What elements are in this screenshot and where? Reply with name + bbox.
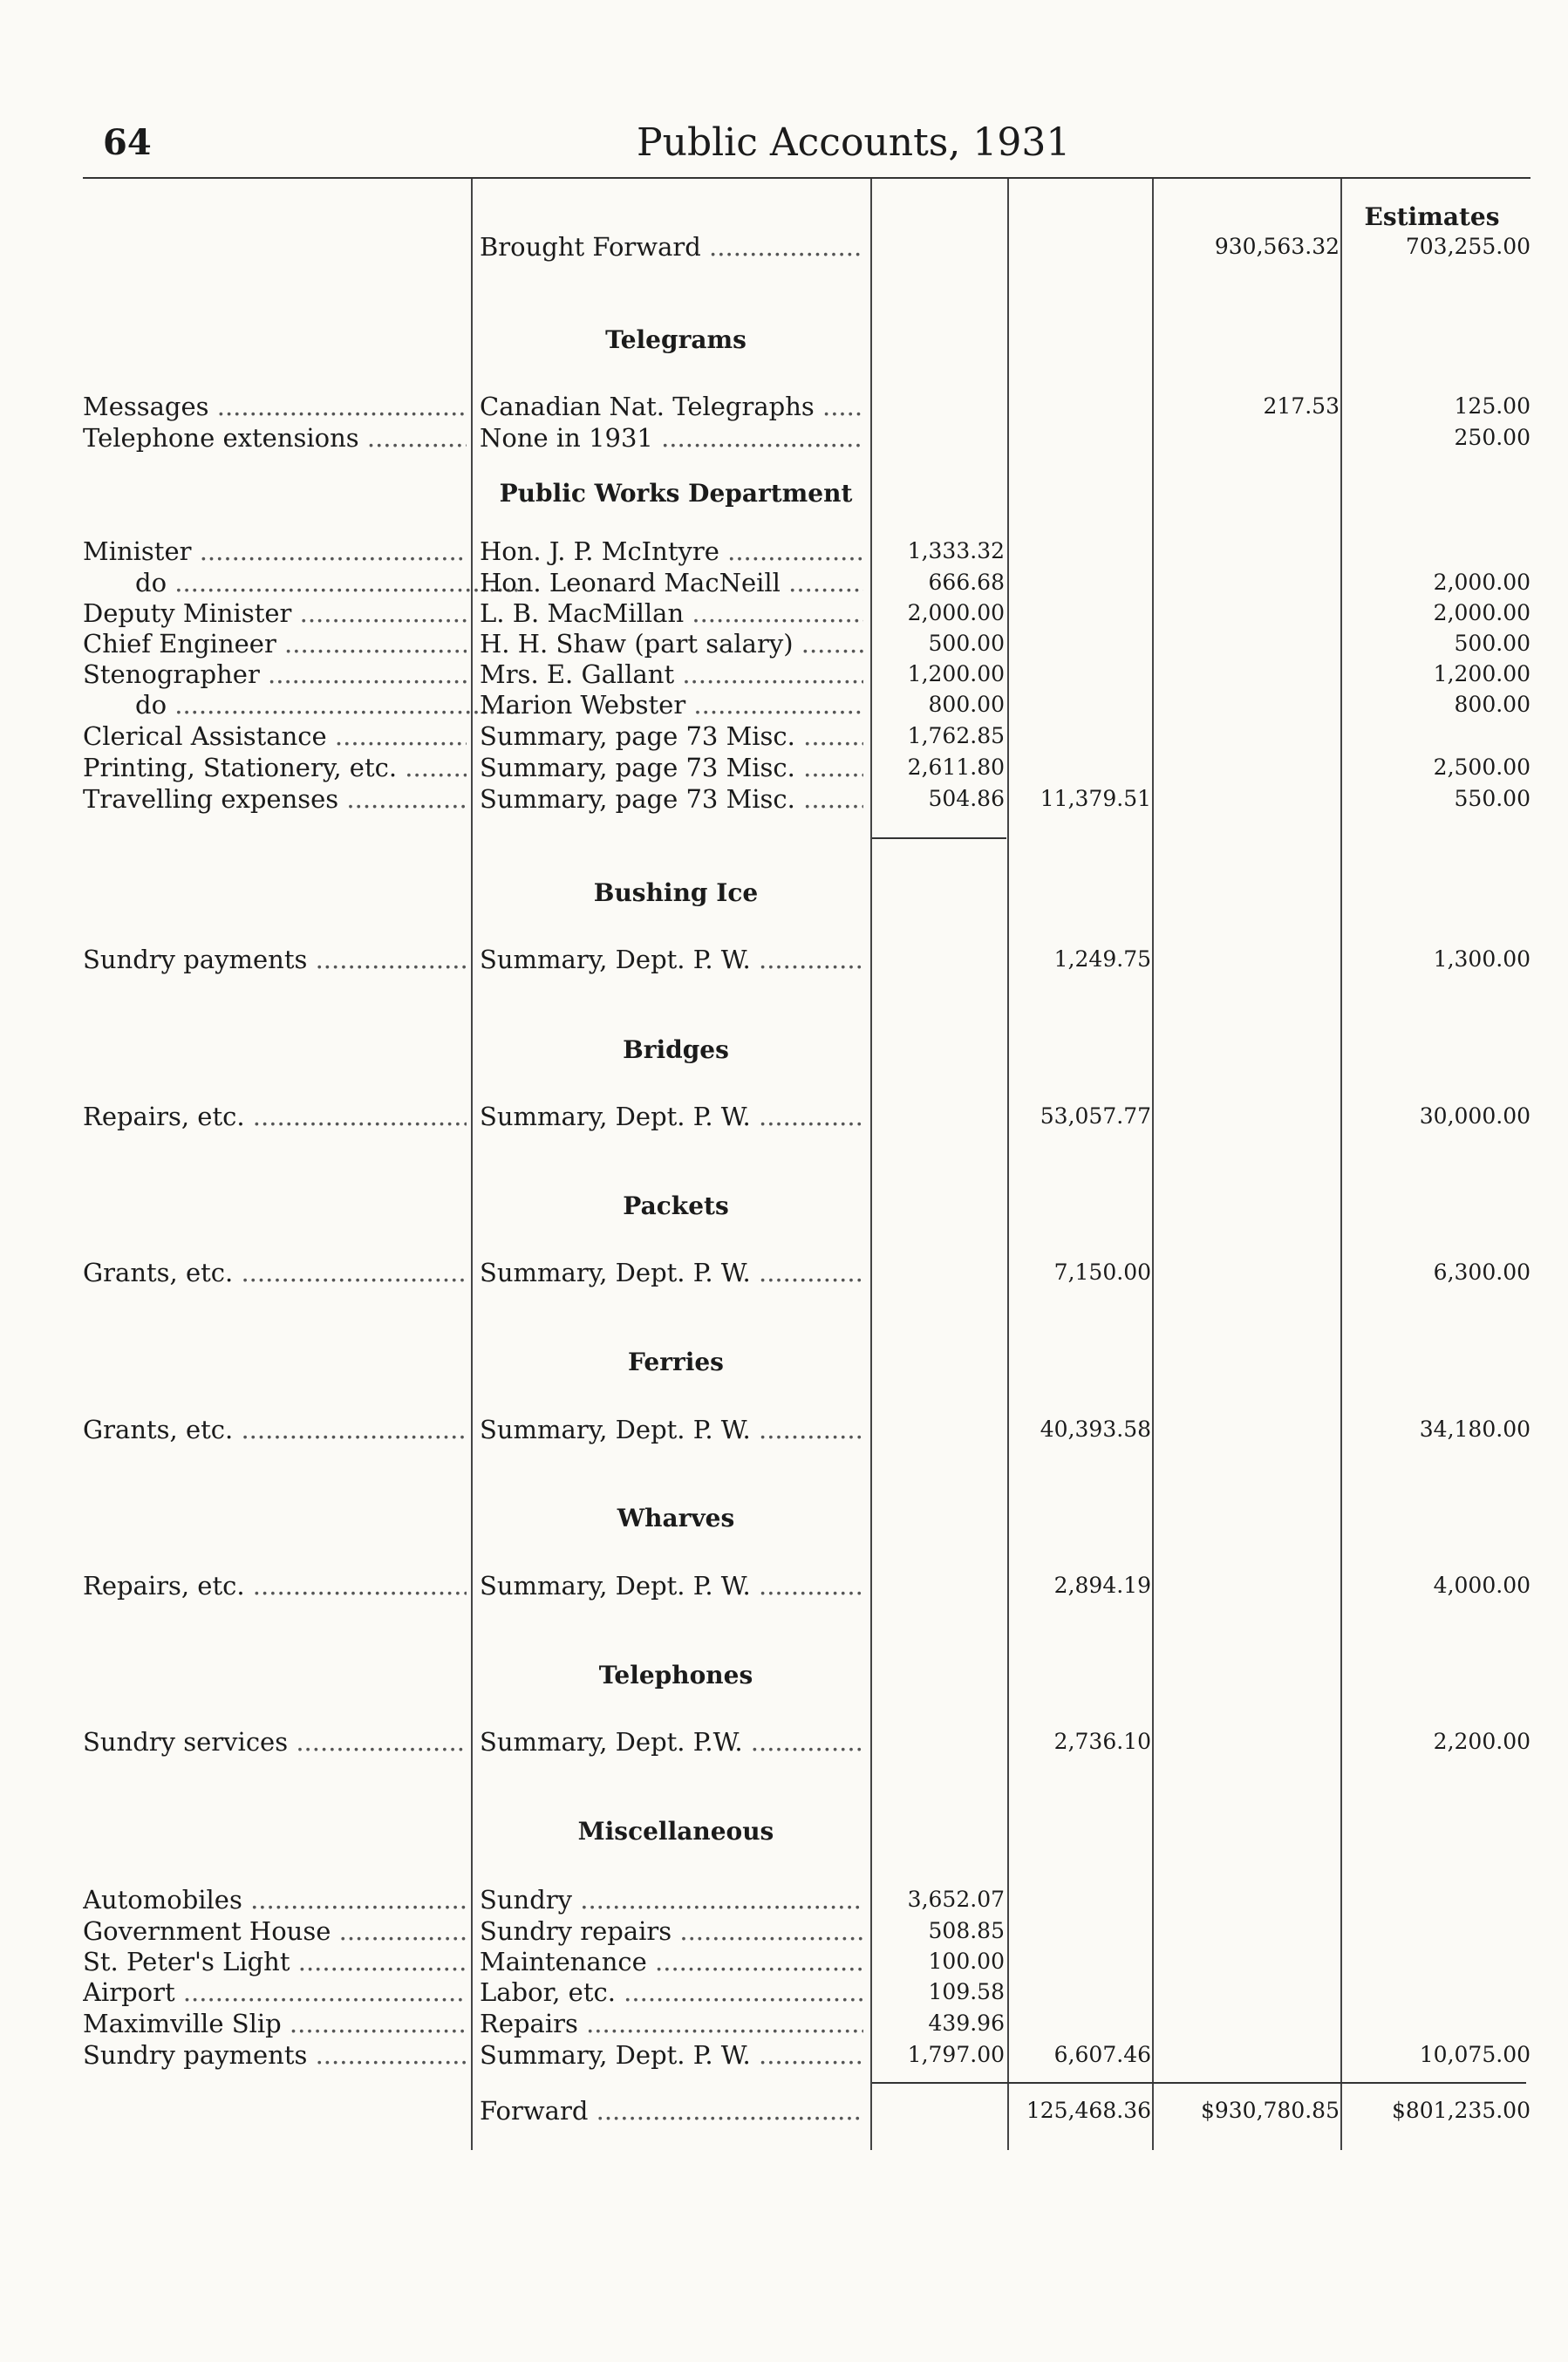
payee-label: Brought Forward ..... — [480, 231, 863, 263]
estimate-value: 800.00 — [1454, 692, 1531, 717]
table-row — [0, 720, 1568, 752]
amount-value: 2,611.80 — [907, 754, 1005, 780]
payee-label: Summary, page 73 Misc. ..... — [480, 783, 863, 815]
table-row — [0, 1915, 1568, 1947]
payee-label: Mrs. E. Gallant ..... — [480, 659, 863, 690]
expended-value: 217.53 — [1263, 393, 1340, 419]
item-label: St. Peter's Light ..... — [83, 1946, 467, 1977]
estimate-value: 30,000.00 — [1419, 1103, 1531, 1129]
page-title: Public Accounts, 1931 — [637, 120, 1071, 165]
section-heading-text: Bushing Ice — [593, 878, 759, 907]
payee-label: Repairs ..... — [480, 2008, 863, 2039]
subtotal-value: 1,249.75 — [1053, 946, 1151, 972]
table-row — [0, 1414, 1568, 1445]
payee-label: Summary, Dept. P. W. ..... — [480, 1257, 863, 1288]
item-label: Sundry payments ..... — [83, 944, 467, 975]
item-label: Airport ..... — [83, 1976, 467, 2008]
section-heading — [0, 1347, 1568, 1378]
subtotal-value: 2,894.19 — [1053, 1573, 1151, 1598]
payee-label: Sundry repairs ..... — [480, 1915, 863, 1947]
amount-value: 100.00 — [928, 1949, 1005, 1974]
item-label: Printing, Stationery, etc. ..... — [83, 752, 467, 783]
estimate-value: 1,300.00 — [1433, 946, 1531, 972]
payee-label: H. H. Shaw (part salary) ..... — [480, 628, 863, 659]
table-row — [0, 783, 1568, 815]
item-label: Chief Engineer ..... — [83, 628, 467, 659]
estimate-value: 6,300.00 — [1433, 1260, 1531, 1285]
estimate-value: 550.00 — [1454, 786, 1531, 811]
item-label: do ..... — [83, 567, 519, 598]
amount-value: 1,200.00 — [907, 661, 1005, 686]
item-label: Sundry payments ..... — [83, 2039, 467, 2071]
table-row — [0, 597, 1568, 629]
payee-label: Forward ..... — [480, 2095, 863, 2126]
estimate-value: 1,200.00 — [1433, 661, 1531, 686]
subtotal-value: 2,736.10 — [1053, 1729, 1151, 1754]
section-heading — [0, 1191, 1568, 1222]
table-row — [0, 689, 1568, 720]
item-label: Telephone extensions ..... — [83, 422, 467, 454]
page-number: 64 — [103, 122, 152, 163]
table-row — [0, 536, 1568, 567]
payee-label: Marion Webster ..... — [480, 689, 863, 720]
amount-value: 500.00 — [928, 631, 1005, 656]
amount-value: 666.68 — [928, 570, 1005, 595]
amount-value: 1,762.85 — [907, 723, 1005, 748]
item-label: Grants, etc. ..... — [83, 1257, 467, 1288]
estimate-value: 10,075.00 — [1419, 2042, 1531, 2067]
section-heading-text: Public Works Department — [499, 479, 853, 508]
amount-value: 508.85 — [928, 1918, 1005, 1943]
expended-value: $930,780.85 — [1200, 2098, 1340, 2123]
estimate-value: 2,000.00 — [1433, 600, 1531, 625]
estimate-value: 34,180.00 — [1419, 1417, 1531, 1442]
payee-label: Maintenance ..... — [480, 1946, 863, 1977]
subtotal-value: 11,379.51 — [1040, 786, 1151, 811]
table-row — [0, 2039, 1568, 2071]
estimate-value: 4,000.00 — [1433, 1573, 1531, 1598]
payee-label: Canadian Nat. Telegraphs ..... — [480, 391, 863, 422]
payee-label: Summary, Dept. P. W. ..... — [480, 1570, 863, 1601]
amount-value: 1,333.32 — [907, 538, 1005, 563]
subtotal-value: 125,468.36 — [1026, 2098, 1151, 2123]
estimate-value: 125.00 — [1454, 393, 1531, 419]
section-heading — [0, 877, 1568, 909]
item-label: Grants, etc. ..... — [83, 1414, 467, 1445]
expended-value: 930,563.32 — [1214, 234, 1340, 259]
item-label: Sundry services ..... — [83, 1726, 467, 1758]
subtotal-value: 6,607.46 — [1053, 2042, 1151, 2067]
table-row — [0, 1101, 1568, 1132]
estimate-value: $801,235.00 — [1391, 2098, 1531, 2123]
item-label: Stenographer ..... — [83, 659, 467, 690]
table-row — [0, 944, 1568, 975]
section-heading — [0, 1660, 1568, 1691]
table-row — [0, 2095, 1568, 2126]
table-row — [0, 659, 1568, 690]
table-row — [0, 1257, 1568, 1288]
table-row — [0, 1570, 1568, 1601]
amount-value: 1,797.00 — [907, 2042, 1005, 2067]
item-label: Travelling expenses ..... — [83, 783, 467, 815]
amount-value: 504.86 — [928, 786, 1005, 811]
item-label: Maximville Slip ..... — [83, 2008, 467, 2039]
section-heading-text: Bridges — [623, 1035, 729, 1064]
table-row — [0, 752, 1568, 783]
payee-label: Summary, Dept. P. W. ..... — [480, 2039, 863, 2071]
table-row — [0, 231, 1568, 263]
estimate-value: 2,200.00 — [1433, 1729, 1531, 1754]
estimate-value: 500.00 — [1454, 631, 1531, 656]
estimates-column-heading: Estimates — [1364, 202, 1500, 231]
subtotal-value: 40,393.58 — [1040, 1417, 1151, 1442]
table-row — [0, 628, 1568, 659]
section-heading — [0, 1816, 1568, 1847]
table-row — [0, 1726, 1568, 1758]
payee-label: Summary, Dept. P.W. ..... — [480, 1726, 863, 1758]
section-heading-text: Wharves — [617, 1504, 735, 1533]
table-row — [0, 1976, 1568, 2008]
subtotal-value: 53,057.77 — [1040, 1103, 1151, 1129]
table-row — [0, 2008, 1568, 2039]
section-heading — [0, 478, 1568, 509]
payee-label: Summary, page 73 Misc. ..... — [480, 720, 863, 752]
estimate-value: 250.00 — [1454, 425, 1531, 450]
amount-value: 2,000.00 — [907, 600, 1005, 625]
payee-label: Hon. Leonard MacNeill ..... — [480, 567, 863, 598]
item-label: Government House ..... — [83, 1915, 467, 1947]
item-label: Repairs, etc. ..... — [83, 1570, 467, 1601]
item-label: Messages ..... — [83, 391, 467, 422]
amount-value: 439.96 — [928, 2010, 1005, 2036]
item-label: Deputy Minister ..... — [83, 597, 467, 629]
estimate-value: 703,255.00 — [1405, 234, 1531, 259]
section-heading-text: Packets — [623, 1191, 729, 1220]
section-heading-text: Telegrams — [605, 325, 747, 354]
payee-label: Summary, Dept. P. W. ..... — [480, 1101, 863, 1132]
item-label: Minister ..... — [83, 536, 467, 567]
table-row — [0, 1946, 1568, 1977]
estimate-value: 2,000.00 — [1433, 570, 1531, 595]
item-label: Automobiles ..... — [83, 1884, 467, 1915]
section-heading — [0, 1503, 1568, 1534]
amount-value: 109.58 — [928, 1979, 1005, 2004]
item-label: Clerical Assistance ..... — [83, 720, 467, 752]
section-heading — [0, 324, 1568, 356]
amount-value: 800.00 — [928, 692, 1005, 717]
table-row — [0, 391, 1568, 422]
payee-label: Hon. J. P. McIntyre ..... — [480, 536, 863, 567]
payee-label: Summary, Dept. P. W. ..... — [480, 1414, 863, 1445]
table-row — [0, 567, 1568, 598]
estimate-value: 2,500.00 — [1433, 754, 1531, 780]
section-heading — [0, 1034, 1568, 1066]
table-row — [0, 422, 1568, 454]
table-row — [0, 1884, 1568, 1915]
payee-label: Summary, page 73 Misc. ..... — [480, 752, 863, 783]
section-heading-text: Telephones — [598, 1661, 753, 1690]
payee-label: Summary, Dept. P. W. ..... — [480, 944, 863, 975]
payee-label: L. B. MacMillan ..... — [480, 597, 863, 629]
amount-value: 3,652.07 — [907, 1887, 1005, 1912]
item-label: do ..... — [83, 689, 519, 720]
payee-label: Labor, etc. ..... — [480, 1976, 863, 2008]
payee-label: None in 1931 ..... — [480, 422, 863, 454]
section-heading-text: Ferries — [628, 1348, 724, 1376]
item-label: Repairs, etc. ..... — [83, 1101, 467, 1132]
payee-label: Sundry ..... — [480, 1884, 863, 1915]
section-heading-text: Miscellaneous — [577, 1817, 774, 1846]
subtotal-value: 7,150.00 — [1053, 1260, 1151, 1285]
